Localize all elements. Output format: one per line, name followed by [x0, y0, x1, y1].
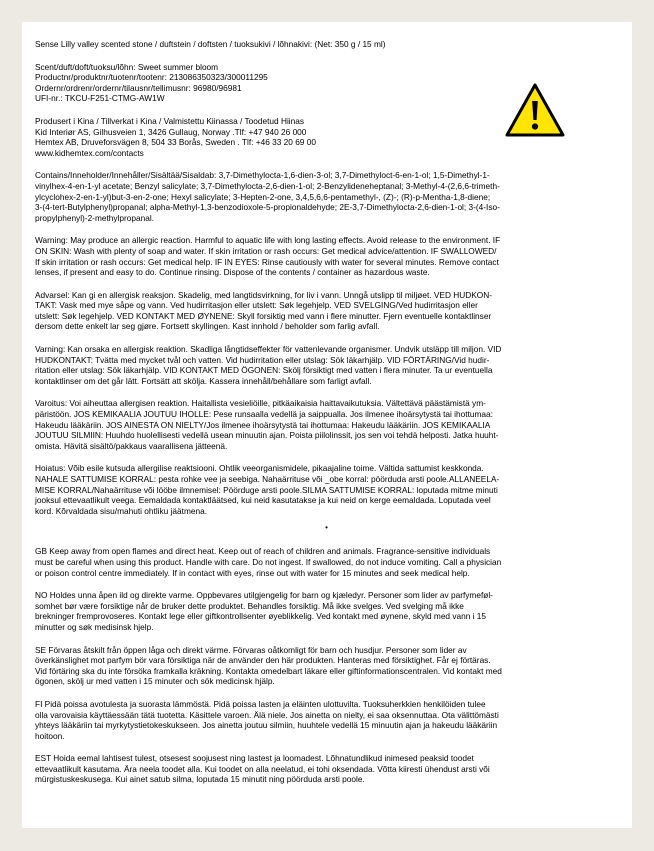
warning-triangle-icon — [504, 82, 566, 138]
product-title: Sense Lilly valley scented stone / duftstein / doftsten / tuoksukivi / lõhnakivi: (Net: 350 g / 15 ml) — [35, 39, 386, 49]
safety-gb: GB Keep away from open flames and direct heat. Keep out of reach of children and animals. Fragrance-sensitive individuals must be careful when using this product. Handle with care. Do not ingest. If swallowed, do not induce vomiting. Call a physician or poison control centre immediately. If in contact with eyes, rinse out with water for 15 minutes and seek medical help. — [35, 546, 502, 578]
kid-interior-address: Kid Interiør AS, Gilhusveien 1, 3426 Gullaug, Norway .Tlf: +47 940 26 000 — [35, 126, 307, 137]
contact-url: www.kidhemtex.com/contacts — [35, 147, 144, 158]
warning-ee: Hoiatus: Võib esile kutsuda allergilise reaktsiooni. Ohtlik veeorganismidele, pikaajaline toime. Vältida sattumist keskkonda. NAHALE SATTUMISE KORRAL: pesta rohke vee ja seebiga. Nahaärrituse või _obe korral: pöörduda arsti poole.ALLANEELA- MISE KORRAL/Nahaärrituse või lööbe ilmnemisel: Pöörduge arsti poole.SILMA SATTUMISE KORRAL: loputada mitme minuti jooksul ettevaatlikult veega. Eemaldada kontaktläätsed, kui neid kasutatakse ja kui neid on kerge eemaldada. Loputada veel kord. Kõrvaldada sisu/mahuti ohtliku jäätmena. — [35, 463, 500, 516]
ufi-line: UFI-nr.: TKCU-F251-CTMG-AW1W — [35, 93, 165, 104]
product-info — [35, 62, 507, 104]
contains-ingredients: Contains/Inneholder/Innehåller/Sisältää/Sisaldab: 3,7-Dimethylocta-1,6-dien-3-ol; 3,7-Dimethyloct-6-en-1-ol; 1,5-Dimethyl-1- vinylhex-4-en-1-yl acetate; Benzyl salicylate; 3,7-Dimethylocta-2,6-dien-1-ol; 2-Benzylideneheptanal; 3-Methyl-4-(2,6,6-trimeth- ylcyclohex-2-en-1-yl)but-3-en-2-one; Hexyl salicylate; 3-Hepten-2-one, 3,4,5,6,6-pentamethyl-, (Z)-; (R)-p-Mentha-1,8-diene; 3-(4-tert-Butylphenyl)propanal; alpha-Methyl-1,3-benzodioxole-5-propionaldehyde; 2E-3,7-Dimethylocta-2,6-dien-1-ol; 3-(4-Iso- propylphenyl)-2-methylpropanal. — [35, 170, 500, 223]
order-number-line: Ordernr/ordrenr/ordernr/tilausnr/tellimusnr: 96980/96981 — [35, 82, 242, 93]
separator-dot: • — [325, 523, 328, 533]
safety-no: NO Holdes unna åpen ild og direkte varme. Oppbevares utilgjengelig for barn og kjæledyr. Personer som lider av parfymeføl- somhet bør være forsiktige når de bruker dette produktet. Behandles forsiktig. Må ikke svelges. Ved svelging må ikke brekninger fremprovoseres. Kontakt lege eller giftkontrollsenter øyeblikkelig. Ved kontakt med øynene, skyld med vann i 15 minutter og søk medisinsk hjelp. — [35, 590, 493, 632]
warning-fi: Varoitus: Voi aiheuttaa allergisen reaktion. Haitallista vesieliöille, pitkäaikaisia haittavaikutuksia. Vältettävä päästämistä ym- päristöön. JOS KEMIKAALIA JOUTUU IHOLLE: Pese runsaalla vedellä ja saippualla. Jos ilmenee ihoärsytystä tai ihottumaa: Hakeudu lääkäriin. JOS AINESTA ON NIELTY/Jos ilmenee ihoärsytystä tai ihottumaa: Hakeudu lääkäriin. JOS KEMIKAALIA JOUTUU SILMIIN: Huuhdo huolellisesti vedellä usean minuutin ajan. Poista piilolinssit, jos sen voi tehdä helposti. Jatka huuht- omista. Hävitä sisältö/pakkaus vaarallisena jätteenä. — [35, 398, 499, 451]
warning-en: Warning: May produce an allergic reaction. Harmful to aquatic life with long lasting effects. Avoid release to the environment. IF ON SKIN: Wash with plenty of soap and water. If skin irritation or rash occurs: Get medical advice/attention. IF SWALLOWED/ If skin irritation or rash occurs: Get medical help. IF IN EYES: Rinse cautiously with water for several minutes. Remove contact lenses, if present and easy to do. Continue rinsing. Dispose of the contents / container as hazardous waste. — [35, 235, 501, 278]
warning-no: Advarsel: Kan gi en allergisk reaksjon. Skadelig, med langtidsvirkning, for liv i vann. Unngå utslipp til miljøet. VED HUDKON- TAKT: Vask med mye såpe og vann. Ved hudirritasjon eller utslett: Søk legehjelp. VED SVELGING/Ved hudirritasjon eller utslett: Søk legehjelp. VED KONTAKT MED ØYNENE: Skyll forsiktig med vann i flere minutter. Fjern eventuelle kontaktlinser dersom dette enkelt lar seg gjøre. Fortsett skyllingen. Kast innhold / beholder som farlig avfall. — [35, 289, 492, 332]
producer-info — [35, 116, 507, 158]
label-sheet — [22, 22, 632, 828]
safety-fi: FI Pidä poissa avotulesta ja suorasta lämmöstä. Pidä poissa lasten ja eläinten ulottuvilta. Tuoksuherkkien henkilöiden tulee olla varovaisia käyttäessään tätä tuotetta. Käsittele varoen. Älä niele. Jos ainetta on nielty, ei saa oksennuttaa. Ota välittömästi yhteys lääkäriin tai myrkytystietokeskukseen. Jos ainetta joutuu silmiin, huuhtele vedellä 15 minuutin ajan ja hakeudu lääkäriin hoitoon. — [35, 698, 499, 741]
hemtex-address: Hemtex AB, Druveforsvägen 8, 504 33 Borås, Sweden . Tlf: +46 33 20 69 00 — [35, 137, 316, 148]
warning-se: Varning: Kan orsaka en allergisk reaktion. Skadliga långtidseffekter för vattenlevande organismer. Undvik utsläpp till miljon. VID HUDKONTAKT: Tvätta med mycket tvål och vatten. Vid hudirritation eller utslag: Sök läkarhjälp. VID FÖRTÄRING/Vid hudir- ritation eller utslag: Sök läkarhjälp. VID KONTAKT MED ÖGONEN: Skölj försiktigt med vatten i flera minuter. Ta ur eventuella kontaktlinser om det går lätt. Fortsätt att skölja. Kassera innehåll/behållare som farligt avfall. — [35, 344, 502, 386]
origin-line: Produsert i Kina / Tillverkat i Kina / Valmistettu Kiinassa / Toodetud Hiinas — [35, 115, 305, 126]
scent-line: Scent/duft/doft/tuoksu/lõhn: Sweet summer bloom — [35, 61, 219, 72]
safety-se: SE Förvaras åtskilt från öppen låga och direkt värme. Förvaras oåtkomligt för barn och husdjur. Personer som lider av överkänslighet mot parfym bör vara försiktiga när de använder den här produkten. Hanteras med försiktighet. Får ej förtäras. Vid förtäring ska du inte försöka framkalla kräkning. Kontakta omedelbart läkare eller giftinformationscentralen. Vid kontakt med ögonen, skölj ur med vatten i 15 minuter och sök medicinsk hjälp. — [35, 644, 502, 687]
product-number-line: Productnr/produktnr/tuotenr/tootenr: 213086350323/300011295 — [35, 72, 268, 83]
safety-est: EST Hoida eemal lahtisest tulest, otsesest soojusest ning lastest ja loomadest. Lõhnatundlikud inimesed peaksid toodet ettevaatlikult kasutama. Ära neela toodet alla. Kui toodet on alla neelatud, ei tohi oksendada. Võtta kiiresti ühendust arsti või mürgistuskeskusega. Kui ainet satub silma, loputada 15 minutit ning pöörduda arsti poole. — [35, 753, 490, 785]
